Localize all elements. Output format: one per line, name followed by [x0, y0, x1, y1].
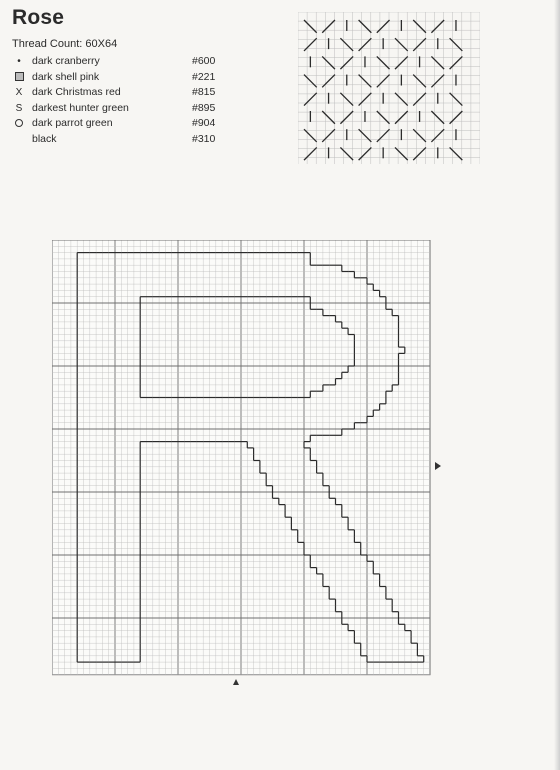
legend-row — [12, 101, 242, 117]
diagram-stitches — [304, 20, 462, 160]
dot-icon: • — [17, 56, 21, 67]
legend-color-code: #904 — [192, 117, 216, 129]
page-edge — [554, 0, 560, 770]
legend-color-code: #600 — [192, 55, 216, 67]
legend-color-code: #895 — [192, 101, 216, 114]
legend-color-code: #310 — [192, 132, 216, 145]
legend-color-name: dark shell pink — [32, 70, 100, 83]
x-icon: X — [15, 87, 23, 98]
page-title: Rose — [12, 6, 65, 29]
shaded-square-icon — [12, 70, 26, 85]
legend-color-name: dark Christmas red — [32, 86, 121, 98]
center-marker-arrow-icon — [435, 462, 441, 470]
legend-color-name: darkest hunter green — [32, 101, 129, 114]
legend-row — [12, 70, 242, 86]
legend-color-code: #815 — [192, 86, 216, 98]
circle-icon — [12, 116, 26, 131]
color-legend — [12, 54, 242, 147]
legend-color-name: black — [32, 132, 57, 145]
s-icon: S — [15, 102, 23, 114]
legend-row — [12, 116, 242, 132]
legend-row — [12, 54, 242, 70]
legend-color-name: dark cranberry — [32, 55, 100, 67]
backstitch-diagram — [298, 12, 480, 164]
legend-row — [12, 132, 242, 148]
diagram-grid — [298, 12, 480, 164]
legend-row — [12, 85, 242, 101]
chart-grid — [52, 240, 430, 675]
cross-stitch-chart — [52, 240, 432, 676]
legend-color-name: dark parrot green — [32, 117, 113, 129]
thread-count: Thread Count: 60X64 — [12, 38, 118, 50]
center-marker-arrow-icon — [233, 679, 239, 685]
legend-color-code: #221 — [192, 70, 216, 83]
